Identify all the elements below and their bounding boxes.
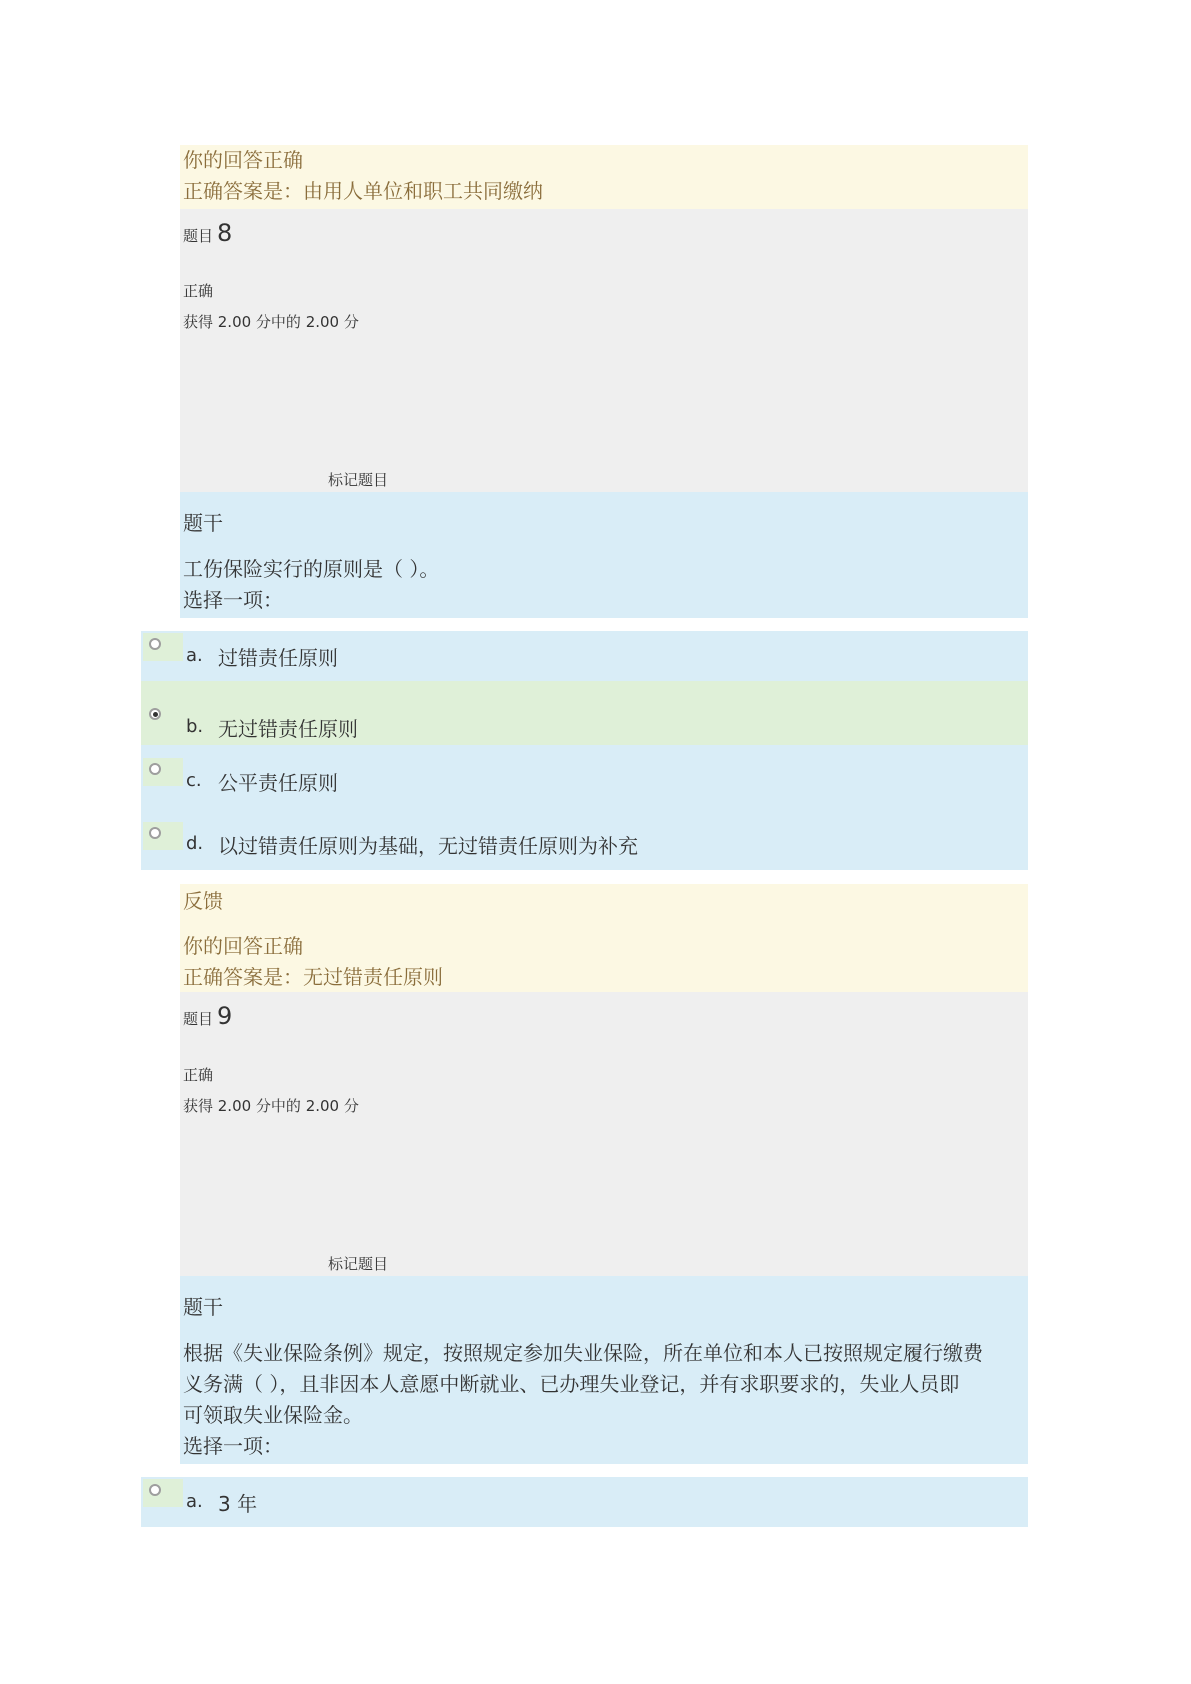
- q8-your-answer: 你的回答正确: [183, 934, 303, 958]
- q9-stem-title: 题干: [183, 1295, 223, 1319]
- q9-number-label: 题目: [183, 1010, 214, 1028]
- q9-option-a-radio-box[interactable]: [143, 1479, 183, 1507]
- q8-flag-question[interactable]: 标记题目: [328, 471, 389, 489]
- q8-option-b-text: 无过错责任原则: [218, 717, 358, 741]
- q9-option-a-text: 3 年: [218, 1492, 258, 1516]
- q8-feedback-title: 反馈: [183, 889, 223, 913]
- q8-option-c-letter: c.: [186, 770, 202, 791]
- q8-option-c[interactable]: [141, 745, 1028, 808]
- q7-feedback-panel: [180, 145, 1028, 209]
- radio-icon[interactable]: [149, 1484, 161, 1496]
- q9-info-panel: [180, 992, 1028, 1276]
- radio-icon[interactable]: [149, 638, 161, 650]
- radio-checked-icon[interactable]: [149, 708, 161, 720]
- q8-prompt: 选择一项：: [183, 588, 283, 612]
- q8-option-b-letter: b.: [186, 716, 204, 737]
- q9-number: [183, 1002, 232, 1030]
- q8-option-a-letter: a.: [186, 645, 203, 666]
- q8-option-b-radio-box[interactable]: [143, 703, 183, 731]
- q8-number-value: 8: [217, 219, 233, 247]
- q8-stem-title: 题干: [183, 511, 223, 535]
- q8-option-a[interactable]: [141, 631, 1028, 681]
- q8-option-d-radio-box[interactable]: [143, 822, 183, 850]
- q8-status: 正确: [183, 282, 214, 300]
- radio-icon[interactable]: [149, 763, 161, 775]
- q8-option-a-radio-box[interactable]: [143, 633, 183, 661]
- q9-status: 正确: [183, 1066, 214, 1084]
- q9-stem-line-2: 义务满（ ），且非因本人意愿中断就业、已办理失业登记，并有求职要求的，失业人员即: [183, 1372, 960, 1396]
- q8-stem: 工伤保险实行的原则是（ ）。: [183, 557, 440, 581]
- q8-number-label: 题目: [183, 227, 214, 245]
- q9-stem-line-3: 可领取失业保险金。: [183, 1403, 363, 1427]
- q9-prompt: 选择一项：: [183, 1434, 283, 1458]
- q9-option-a-letter: a.: [186, 1491, 203, 1512]
- q8-question-text-panel: [180, 492, 1028, 618]
- q9-stem-line-1: 根据《失业保险条例》规定，按照规定参加失业保险，所在单位和本人已按照规定履行缴费: [183, 1341, 983, 1365]
- q8-correct-answer: 正确答案是：无过错责任原则: [183, 965, 443, 989]
- q8-option-c-text: 公平责任原则: [218, 771, 338, 795]
- q8-option-b[interactable]: [141, 681, 1028, 745]
- q8-number: [183, 219, 232, 247]
- q8-option-d-letter: d.: [186, 833, 204, 854]
- q8-option-d[interactable]: [141, 808, 1028, 870]
- radio-icon[interactable]: [149, 827, 161, 839]
- q7-correct-answer: 正确答案是：由用人单位和职工共同缴纳: [183, 179, 543, 203]
- q9-question-text-panel: [180, 1276, 1028, 1464]
- q8-feedback-panel: [180, 884, 1028, 992]
- q8-score: 获得 2.00 分中的 2.00 分: [183, 313, 359, 331]
- q8-info-panel: [180, 209, 1028, 492]
- q9-option-a[interactable]: [141, 1477, 1028, 1527]
- q9-flag-question[interactable]: 标记题目: [328, 1255, 389, 1273]
- q9-score: 获得 2.00 分中的 2.00 分: [183, 1097, 359, 1115]
- q8-option-c-radio-box[interactable]: [143, 758, 183, 786]
- q7-your-answer: 你的回答正确: [183, 148, 303, 172]
- q8-option-d-text: 以过错责任原则为基础，无过错责任原则为补充: [218, 834, 638, 858]
- q8-option-a-text: 过错责任原则: [218, 646, 338, 670]
- q9-number-value: 9: [217, 1002, 233, 1030]
